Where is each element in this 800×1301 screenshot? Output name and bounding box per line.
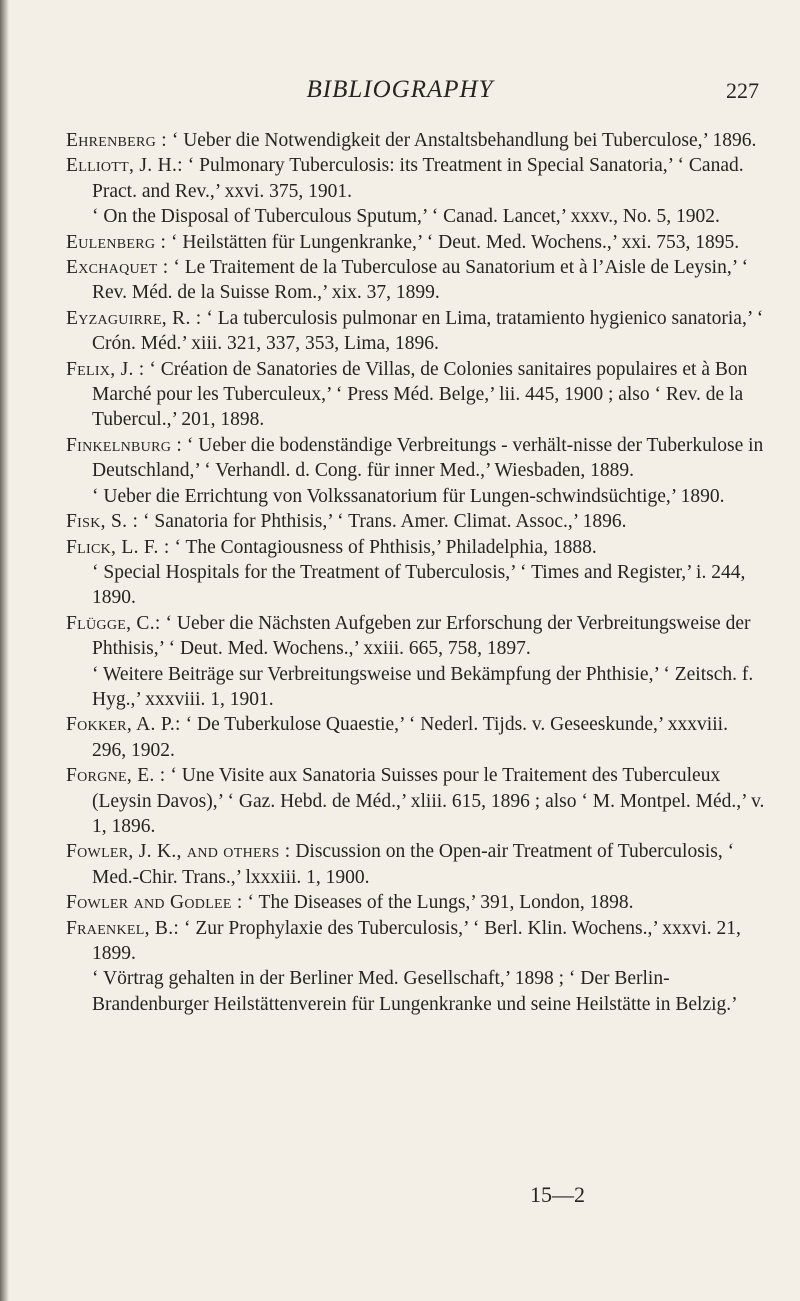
entry-text: ‘ Weitere Beiträge sur Verbreitungsweise und Bekämpfung der Phthisie,’ ‘ Zeitsch. f. Hyg.,’ xxxviii. 1, 1901. bbox=[92, 663, 754, 710]
entry-text: ‘ The Contagiousness of Phthisis,’ Philadelphia, 1888. bbox=[169, 536, 597, 558]
bibliography-entry bbox=[66, 560, 766, 611]
bibliography-entry bbox=[66, 662, 766, 713]
entry-author: Forgne, E. : bbox=[66, 765, 166, 787]
entry-text: ‘ Le Traitement de la Tuberculose au Sanatorium et à l’Aisle de Leysin,’ ‘ Rev. Méd. de la Suisse Rom.,’ xix. 37, 1899. bbox=[92, 257, 749, 304]
bibliography-entry bbox=[66, 433, 766, 484]
entry-text: ‘ Ueber die Nächsten Aufgeben zur Erforschung der Verbreitungsweise der Phthisis,’ ‘ Deut. Med. Wochens.,’ xxiii. 665, 758, 1897. bbox=[92, 612, 751, 660]
bibliography-entries bbox=[66, 128, 766, 1017]
page-edge-shadow bbox=[0, 0, 9, 1301]
bibliography-entry bbox=[66, 306, 766, 357]
entry-text: ‘ Sanatoria for Phthisis,’ ‘ Trans. Amer. Climat. Assoc.,’ 1896. bbox=[138, 511, 627, 533]
bibliography-entry bbox=[66, 153, 766, 204]
bibliography-entry bbox=[66, 611, 766, 662]
bibliography-entry bbox=[66, 839, 766, 890]
entry-author: Fowler and Godlee : bbox=[66, 892, 243, 914]
bibliography-entry bbox=[66, 916, 766, 967]
entry-author: Fisk, S. : bbox=[66, 511, 139, 533]
entry-text: Discussion on the Open-air Treatment of Tuberculosis, ‘ Med.-Chir. Trans.,’ lxxxiii. 1, 1900. bbox=[92, 841, 735, 888]
entry-author: Eyzaguirre, R. : bbox=[66, 307, 202, 329]
entry-text: ‘ Pulmonary Tuberculosis: its Treatment in Special Sanatoria,’ ‘ Canad. Pract. and Rev.,’ xxvi. 375, 1901. bbox=[92, 155, 744, 202]
entry-text: ‘ Ueber die bodenständige Verbreitungs - verhält-nisse der Tuberkulose in Deutschland,’ ‘ Verhandl. d. Cong. für inner Med.,’ Wiesbaden, 1889. bbox=[92, 434, 764, 482]
bibliography-entry bbox=[66, 204, 766, 229]
bibliography-entry bbox=[66, 763, 766, 839]
entry-author: Fowler, J. K., and others : bbox=[66, 841, 291, 863]
entry-author: Flügge, C.: bbox=[66, 612, 161, 634]
entry-author: Fokker, A. P.: bbox=[66, 714, 181, 736]
bibliography-entry bbox=[66, 230, 766, 255]
bibliography-entry bbox=[66, 357, 766, 433]
entry-text: ‘ The Diseases of the Lungs,’ 391, London, 1898. bbox=[242, 892, 634, 914]
entry-author: Fraenkel, B.: bbox=[66, 917, 180, 939]
bibliography-entry bbox=[66, 890, 766, 915]
entry-author: Ehrenberg : bbox=[66, 130, 167, 151]
entry-author: Eulenberg : bbox=[66, 231, 167, 253]
page-number: 227 bbox=[726, 78, 759, 103]
entry-text: ‘ Création de Sanatories de Villas, de Colonies sanitaires populaires et à Bon Marché pour les Tuberculeux,’ ‘ Press Méd. Belge,’ lii. 445, 1900 ; also ‘ Rev. de la Tubercul.,’ 201, 1898. bbox=[92, 358, 748, 431]
running-head bbox=[0, 76, 800, 106]
bibliography-entry bbox=[66, 966, 766, 1017]
entry-text: ‘ La tuberculosis pulmonar en Lima, tratamiento hygienico sanatoria,’ ‘ Crón. Méd.’ xiii. 321, 337, 353, Lima, 1896. bbox=[92, 307, 764, 355]
printer-signature: 15—2 bbox=[530, 1182, 585, 1207]
entry-text: ‘ Ueber die Notwendigkeit der Anstaltsbehandlung bei Tuberculose,’ 1896. bbox=[166, 130, 757, 151]
bibliography-entry bbox=[66, 484, 766, 509]
entry-author: Exchaquet : bbox=[66, 257, 169, 279]
entry-text: ‘ Ueber die Errichtung von Volkssanatorium für Lungen-schwindsüchtige,’ 1890. bbox=[92, 485, 725, 507]
entry-text: ‘ Special Hospitals for the Treatment of Tuberculosis,’ ‘ Times and Register,’ i. 244, 1890. bbox=[92, 561, 746, 609]
bibliography-entry bbox=[66, 712, 766, 763]
bibliography-entry bbox=[66, 509, 766, 534]
bibliography-entry bbox=[66, 128, 766, 153]
entry-author: Felix, J. : bbox=[66, 358, 145, 380]
entry-author: Flick, L. F. : bbox=[66, 536, 170, 558]
bibliography-entry bbox=[66, 255, 766, 306]
entry-author: Finkelnburg : bbox=[66, 434, 183, 456]
entry-author: Elliott, J. H.: bbox=[66, 155, 183, 177]
bibliography-entry bbox=[66, 535, 766, 560]
running-title: BIBLIOGRAPHY bbox=[306, 76, 494, 103]
entry-text: ‘ De Tuberkulose Quaestie,’ ‘ Nederl. Tijds. v. Geseeskunde,’ xxxviii. 296, 1902. bbox=[92, 714, 728, 761]
entry-text: ‘ On the Disposal of Tuberculous Sputum,’ ‘ Canad. Lancet,’ xxxv., No. 5, 1902. bbox=[92, 206, 720, 228]
entry-text: ‘ Une Visite aux Sanatoria Suisses pour le Traitement des Tuberculeux (Leysin Davos),’ ‘ Gaz. Hebd. de Méd.,’ xliii. 615, 1896 ; also ‘ M. Montpel. Méd.,’ v. 1, 1896. bbox=[92, 765, 765, 837]
entry-text: ‘ Zur Prophylaxie des Tuberculosis,’ ‘ Berl. Klin. Wochens.,’ xxxvi. 21, 1899. bbox=[92, 917, 741, 964]
entry-text: ‘ Vörtrag gehalten in der Berliner Med. Gesellschaft,’ 1898 ; ‘ Der Berlin-Brandenburger Heilstättenverein für Lungenkranke und seine Heilstätte in Belzig.’ bbox=[92, 968, 738, 1015]
entry-text: ‘ Heilstätten für Lungenkranke,’ ‘ Deut. Med. Wochens.,’ xxi. 753, 1895. bbox=[166, 231, 740, 253]
